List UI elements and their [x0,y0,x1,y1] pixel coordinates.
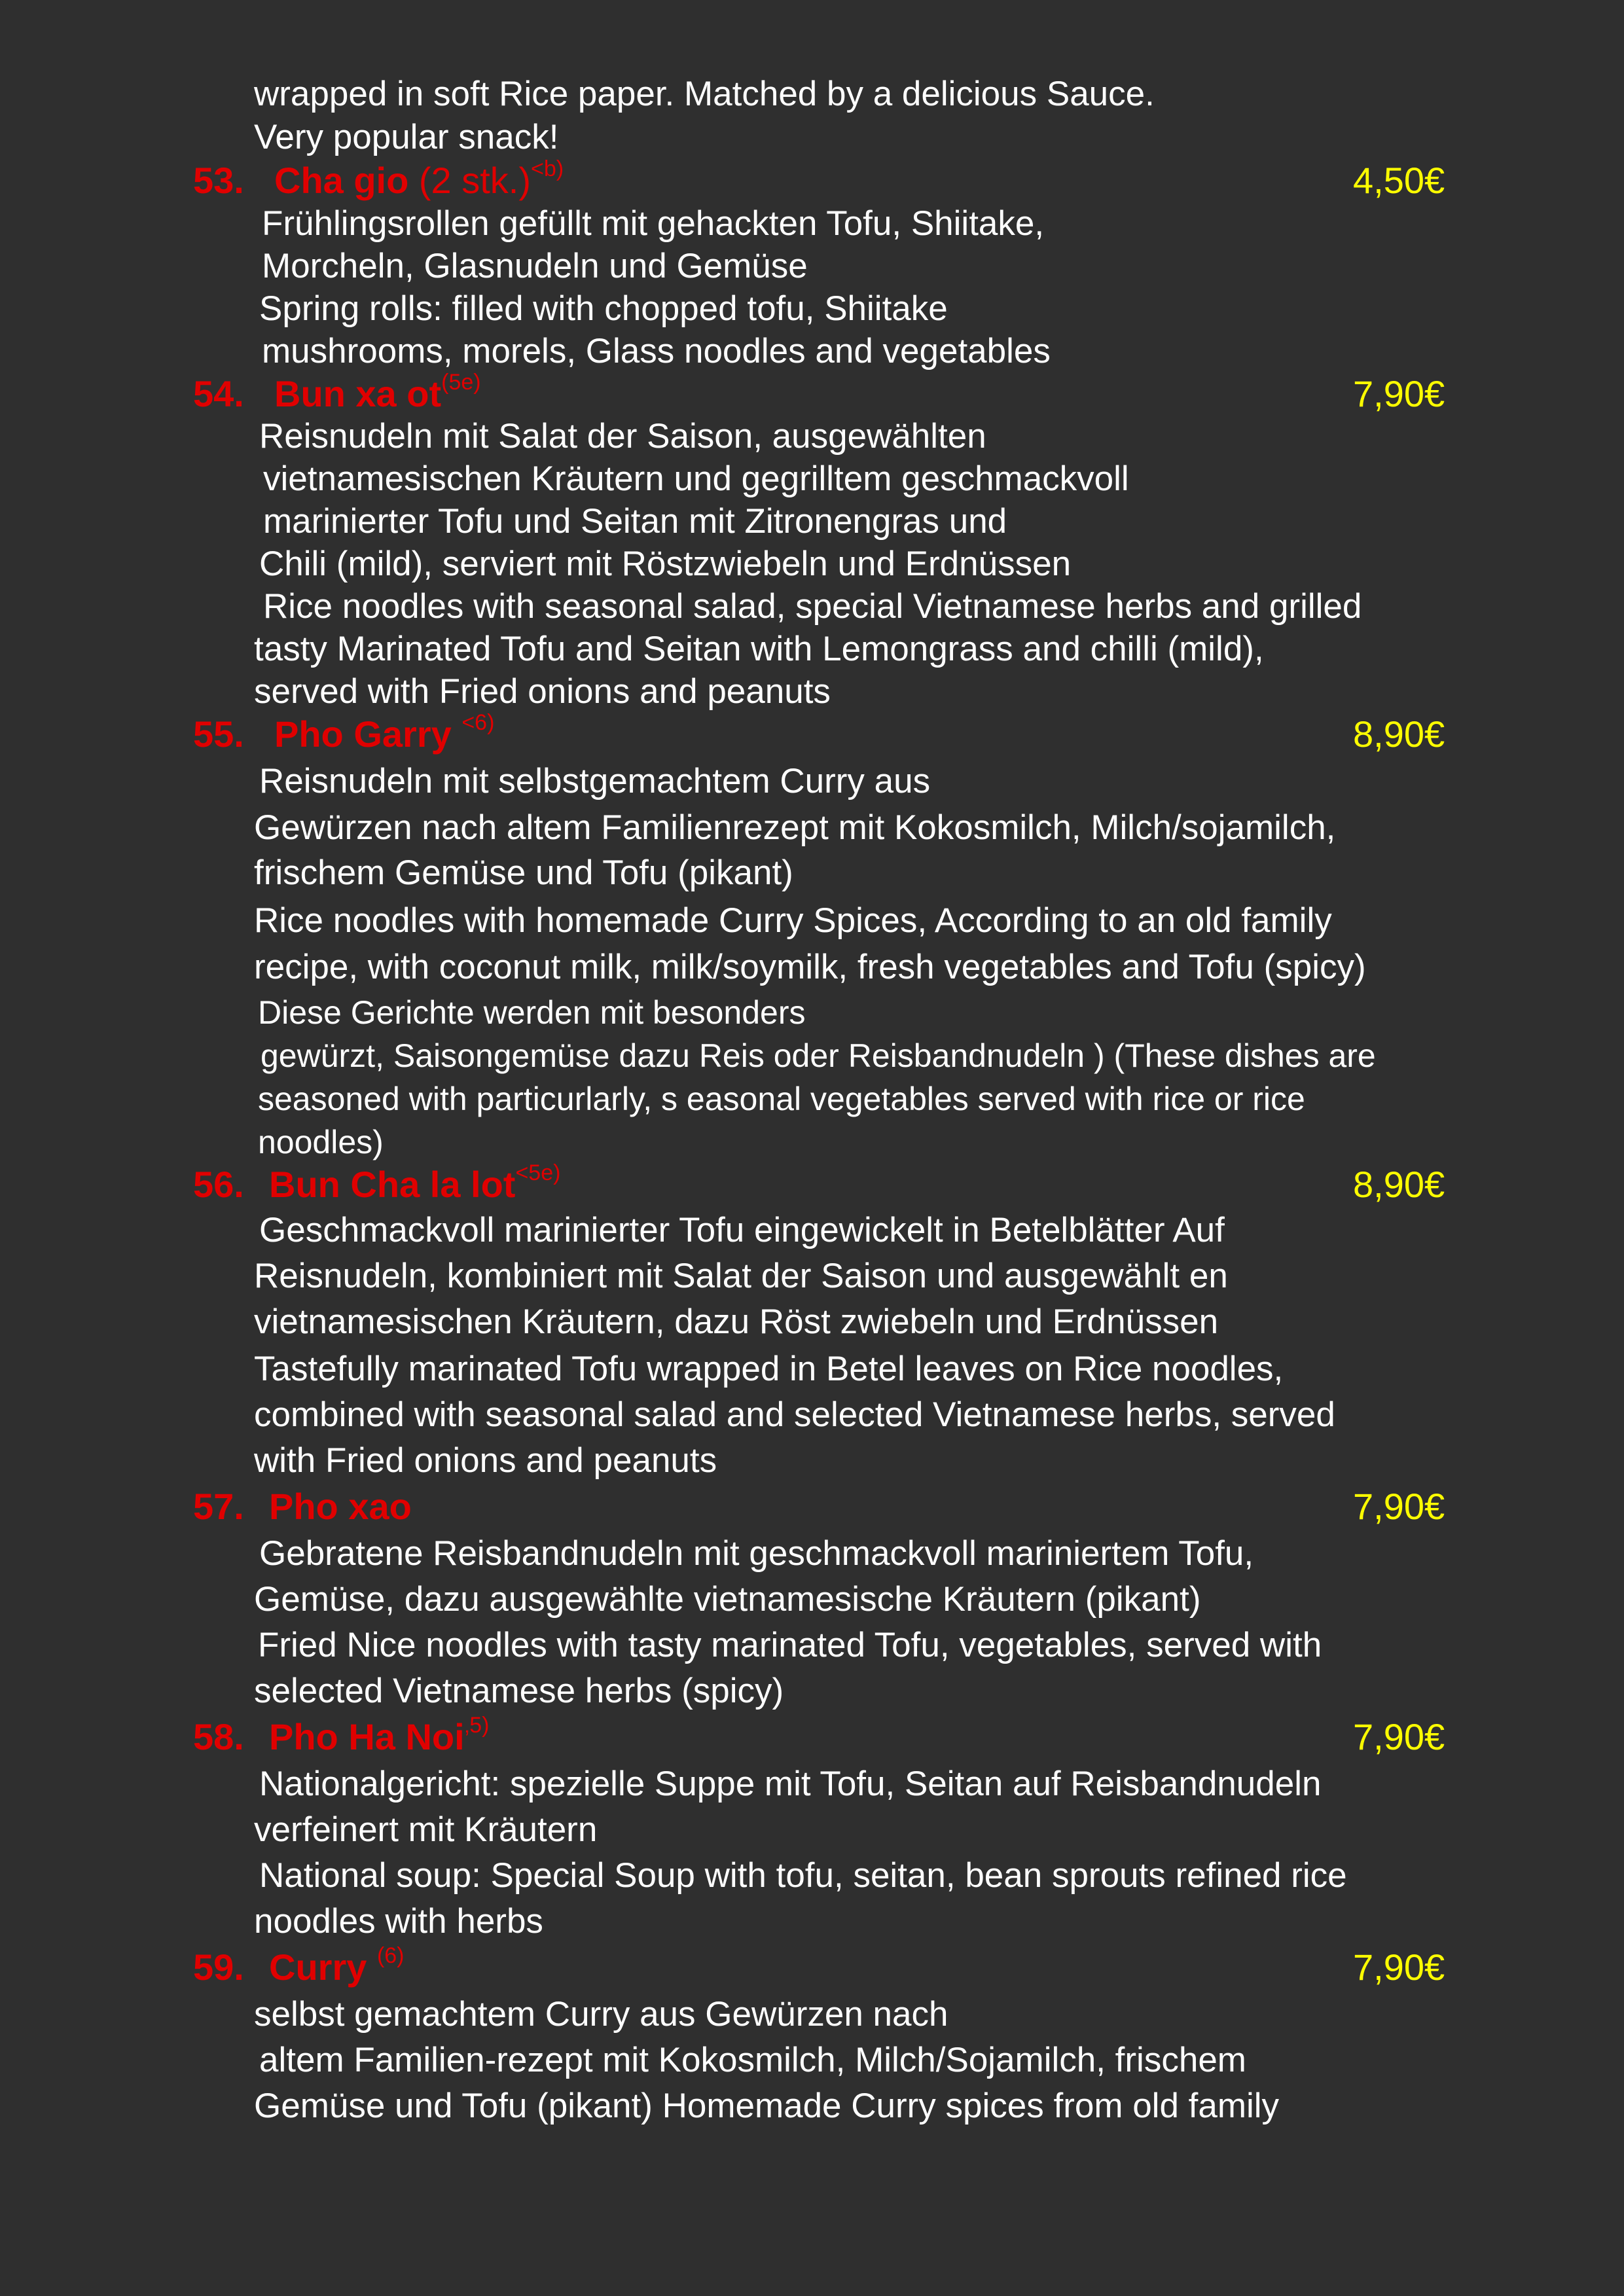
item-price: 7,90€ [1353,1716,1445,1757]
item-description-line: Tastefully marinated Tofu wrapped in Betel leaves on Rice noodles, [254,1350,1284,1388]
item-description-line: marinierter Tofu und Seitan mit Zitronengras und [263,502,1007,541]
item-price: 4,50€ [1353,160,1445,201]
item-description-line: Geschmackvoll marinierter Tofu eingewickelt in Betelblätter Auf [259,1211,1225,1249]
item-description-line: altem Familien-rezept mit Kokosmilch, Milch/Sojamilch, frischem [259,2041,1246,2079]
item-description-line: Reisnudeln mit Salat der Saison, ausgewählten [259,417,986,456]
item-note-line: noodles) [258,1124,384,1160]
allergen-code: ‚5) [464,1713,490,1738]
item-description-line: combined with seasonal salad and selected Vietnamese herbs, served [254,1395,1335,1434]
item-description-line: Rice noodles with seasonal salad, special Vietnamese herbs and grilled [263,587,1362,626]
item-description-line: Gemüse und Tofu (pikant) Homemade Curry spices from old family [254,2087,1280,2125]
item-description-line: vietnamesischen Kräutern, dazu Röst zwiebeln und Erdnüssen [254,1302,1219,1341]
allergen-code: (6) [376,1943,405,1968]
allergen-code: <6) [461,710,495,735]
item-description-line: Spring rolls: filled with chopped tofu, Shiitake [259,289,948,328]
item-quantity: (2 stk.) [418,160,532,201]
allergen-code: <b) [531,156,564,181]
item-description-line: Gebratene Reisbandnudeln mit geschmackvoll mariniertem Tofu, [259,1534,1254,1573]
item-number: 58. [193,1716,244,1757]
item-number: 57. [193,1486,244,1527]
item-number: 59. [193,1946,244,1988]
allergen-code: <5e) [515,1160,561,1185]
allergen-code: (5e) [441,370,481,395]
item-price: 7,90€ [1353,373,1445,414]
item-name: Pho Ha Noi$^{‚5)}$ [269,1713,490,1757]
menu-item-56-header [193,1160,1450,1206]
item-description-line: tasty Marinated Tofu and Seitan with Lemongrass and chilli (mild), [254,630,1264,668]
item-description-line: Reisnudeln mit selbstgemachtem Curry aus [259,762,931,800]
menu-item-58-header [193,1713,1450,1758]
item-price: 7,90€ [1353,1946,1445,1988]
item-price: 8,90€ [1353,713,1445,755]
menu-item-59-header [193,1943,1450,1988]
item-description-line: recipe, with coconut milk, milk/soymilk, fresh vegetables and Tofu (spicy) [254,948,1366,986]
item-name: Cha gio (2 stk.)$^{<b)}$ [274,156,564,201]
item-description-line: selbst gemachtem Curry aus Gewürzen nach [254,1995,948,2034]
item-note-line: Diese Gerichte werden mit besonders [258,994,806,1031]
item-name: Pho xao [269,1486,412,1527]
item-description-line: frischem Gemüse und Tofu (pikant) [254,853,793,892]
item-number: 55. [193,713,244,755]
item-description-line: Gemüse, dazu ausgewählte vietnamesische Kräutern (pikant) [254,1580,1201,1619]
item-number: 56. [193,1164,244,1205]
intro-line: wrapped in soft Rice paper. Matched by a delicious Sauce. [254,75,1155,113]
item-description-line: Reisnudeln, kombiniert mit Salat der Saison und ausgewählt en [254,1257,1228,1295]
item-description-line: served with Fried onions and peanuts [254,672,831,711]
item-description-line: Rice noodles with homemade Curry Spices, According to an old family [254,901,1332,940]
item-description-line: mushrooms, morels, Glass noodles and vegetables [262,332,1051,370]
item-description-line: Frühlingsrollen gefüllt mit gehackten Tofu, Shiitake, [262,204,1045,243]
item-description-line: Gewürzen nach altem Familienrezept mit Kokosmilch, Milch/sojamilch, [254,808,1336,847]
item-number: 53. [193,160,244,201]
item-price: 7,90€ [1353,1486,1445,1527]
item-name: Pho Garry $^{<6)}$ [274,710,495,755]
item-price: 8,90€ [1353,1164,1445,1205]
menu-item-57-header [193,1486,1450,1528]
item-name: Curry $^{(6)}$ [269,1943,405,1988]
item-description-line: National soup: Special Soup with tofu, seitan, bean sprouts refined rice [259,1856,1347,1895]
item-description-line: vietnamesischen Kräutern und gegrilltem geschmackvoll [263,459,1129,498]
item-description-line: verfeinert mit Kräutern [254,1810,598,1849]
item-description-line: Morcheln, Glasnudeln und Gemüse [262,247,808,285]
item-description-line: Chili (mild), serviert mit Röstzwiebeln und Erdnüssen [259,545,1072,583]
item-description-line: Fried Nice noodles with tasty marinated Tofu, vegetables, served with [258,1626,1322,1664]
item-name: Bun Cha la lot$^{<5e)}$ [269,1160,561,1205]
item-note-line: seasoned with particurlarly, s easonal vegetables served with rice or rice [258,1081,1305,1117]
menu-item-53-header [193,156,1450,202]
item-description-line: selected Vietnamese herbs (spicy) [254,1672,784,1710]
item-note-line: gewürzt, Saisongemüse dazu Reis oder Reisbandnudeln ) (These dishes are [261,1037,1376,1074]
item-name: Bun xa $ot^{(5e)}$ [274,370,481,414]
item-description-line: Nationalgericht: spezielle Suppe mit Tofu, Seitan auf Reisbandnudeln [259,1765,1322,1803]
item-description-line: noodles with herbs [254,1902,543,1941]
menu-item-55-header [193,710,1450,755]
intro-line: Very popular snack! [254,118,559,156]
item-number: 54. [193,373,244,414]
menu-item-54-header [193,370,1450,415]
item-description-line: with Fried onions and peanuts [254,1441,717,1480]
